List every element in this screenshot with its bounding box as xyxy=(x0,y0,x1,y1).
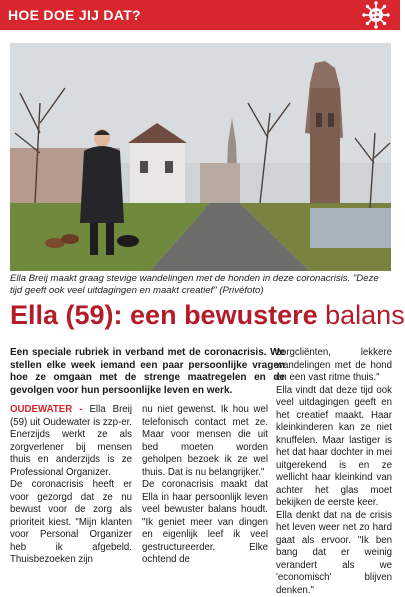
paragraph: De coronacrisis maakt dat Ella in haar persoonlijk leven veel bewuster balans houdt. "Ik geniet meer van dingen en eigenlijk leef ik veel gestructureerder. Elke ochtend de xyxy=(142,479,268,567)
article-intro: Een speciale rubriek in verband met de coronacrisis. We stellen elke week iemand een paar persoonlijke vragen hoe ze omgaan met de strenge maatregelen en de gevolgen voor hun persoonlijke leven en werk. xyxy=(10,347,285,397)
article-column-1 xyxy=(10,404,132,567)
photo-caption: Ella Breij maakt graag stevige wandelingen met de honden in deze coronacrisis. "Deze tijd geeft ook veel uitdagingen en maakt creatief" (Privéfoto) xyxy=(10,273,391,297)
article-column-3 xyxy=(276,347,392,597)
paragraph-text: Ella Breij (59) uit Oudewater is zzp-er. Enerzijds werkt ze als zorgverlener bij mensen thuis en anderzijds is ze Professional Organizer. xyxy=(10,404,132,478)
article-photo xyxy=(10,43,391,271)
paragraph xyxy=(10,404,132,479)
paragraph: Ella vindt dat deze tijd ook veel uitdagingen geeft en het creatief maakt. Haar kleinkinderen kan ze niet knuffelen. Maar lastiger is het dat haar dochter in mei uitgerekend is en ze wellicht haar kleinkind van achter het glas moet bekijken de eerste keer. xyxy=(276,385,392,510)
paragraph: De coronacrisis heeft er voor gezorgd dat ze nu bewust voor de zorg als prioriteit kiest. "Mijn klanten voor Personal Organizer heb ik afgebeld. Thuisbezoeken zijn xyxy=(10,479,132,567)
paragraph: zorgcliënten, lekkere wandelingen met de hond en een vast ritme thuis." xyxy=(276,347,392,385)
article-column-2 xyxy=(142,404,268,567)
dateline: OUDEWATER - xyxy=(10,404,82,415)
rubric-label: HOE DOE JIJ DAT? xyxy=(8,7,141,23)
paragraph: Ella denkt dat na de crisis het leven weer net zo hard gaat als ervoor. "Ik ben bang dat er weinig verandert als we 'economisch' blijven denken." xyxy=(276,510,392,597)
article-headline xyxy=(10,300,395,330)
headline-light: balans xyxy=(318,300,405,330)
paragraph: nu niet gewenst. Ik hou wel telefonisch contact met ze. Maar voor mensen die uit bed moeten worden geholpen bezoek ik ze wel thuis. Dat is nu belangrijker." xyxy=(142,404,268,479)
headline-bold: Ella (59): een bewustere xyxy=(10,300,318,330)
rubric-header-bar xyxy=(0,0,400,30)
virus-icon xyxy=(362,1,390,29)
